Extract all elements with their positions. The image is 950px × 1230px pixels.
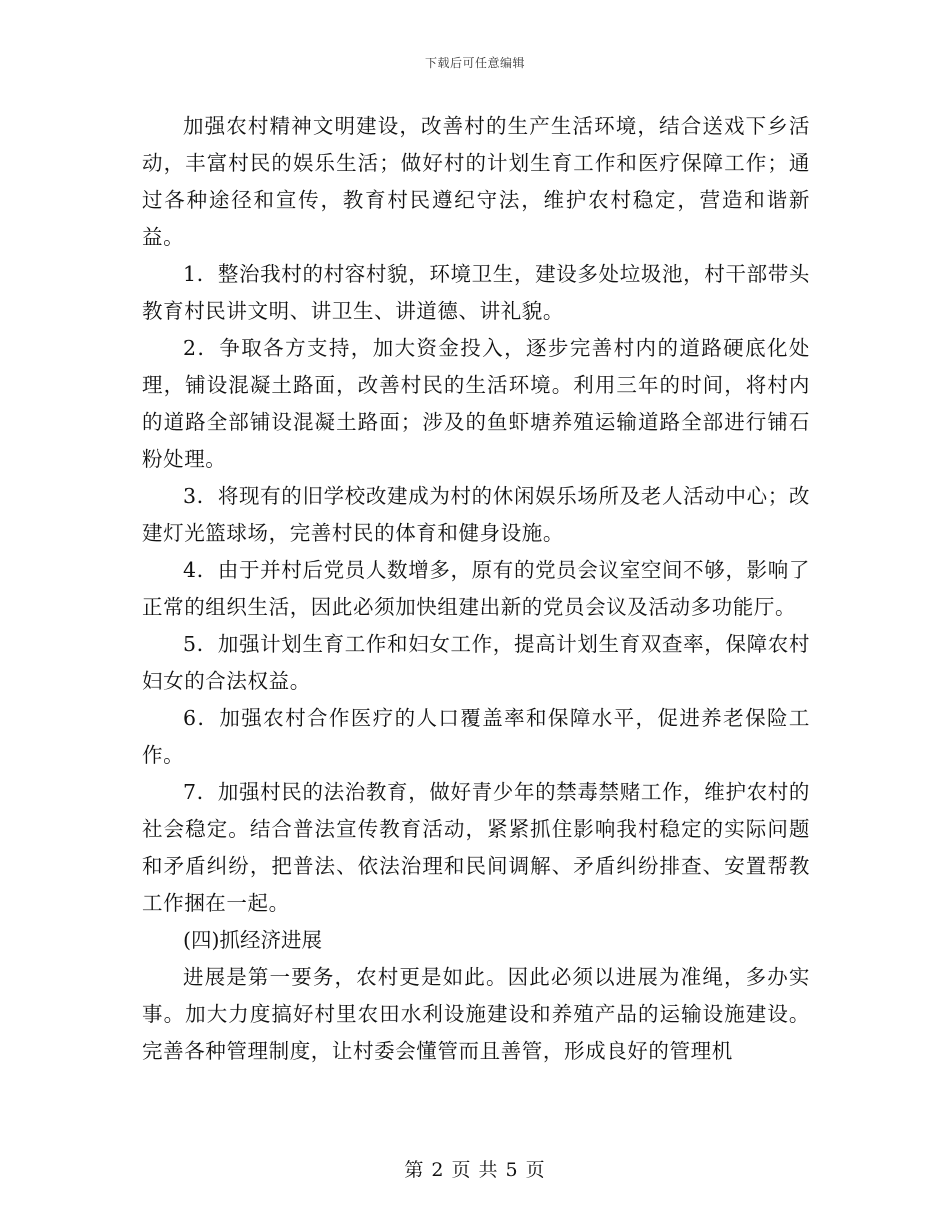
paragraph-item-5: 5．加强计划生育工作和妇女工作，提高计划生育双查率，保障农村妇女的合法权益。 <box>142 632 810 693</box>
header-note: 下载后可任意编辑 <box>424 56 525 70</box>
section-heading: (四)抓经济进展 <box>183 928 322 952</box>
document-body <box>142 108 810 1070</box>
paragraph-item-2: 2．争取各方支持，加大资金投入，逐步完善村内的道路硬底化处理，铺设混凝土路面，改善村民的生活环境。利用三年的时间，将村内的道路全部铺设混凝土路面；涉及的鱼虾塘养殖运输道路全部进行铺石粉处理。 <box>142 336 810 471</box>
paragraph-item-3: 3．将现有的旧学校改建成为村的休闲娱乐场所及老人活动中心；改建灯光篮球场，完善村民的体育和健身设施。 <box>142 484 810 545</box>
paragraph-item-1: 1．整治我村的村容村貌，环境卫生，建设多处垃圾池，村干部带头教育村民讲文明、讲卫生、讲道德、讲礼貌。 <box>142 262 810 323</box>
paragraph-intro: 加强农村精神文明建设，改善村的生产生活环境，结合送戏下乡活动，丰富村民的娱乐生活；做好村的计划生育工作和医疗保障工作；通过各种途径和宣传，教育村民遵纪守法，维护农村稳定，营造和谐新益。 <box>142 114 810 249</box>
paragraph-item-4: 4．由于并村后党员人数增多，原有的党员会议室空间不够，影响了正常的组织生活，因此必须加快组建出新的党员会议及活动多功能厅。 <box>142 558 810 619</box>
paragraph-closing: 进展是第一要务，农村更是如此。因此必须以进展为准绳，多办实事。加大力度搞好村里农田水利设施建设和养殖产品的运输设施建设。完善各种管理制度，让村委会懂管而且善管，形成良好的管理机 <box>142 965 810 1063</box>
paragraph-item-7: 7．加强村民的法治教育，做好青少年的禁毒禁赌工作，维护农村的社会稳定。结合普法宣传教育活动，紧紧抓住影响我村稳定的实际问题和矛盾纠纷，把普法、依法治理和民间调解、矛盾纠纷排查、安置帮教工作捆在一起。 <box>142 780 810 915</box>
page-number: 第 2 页 共 5 页 <box>404 1159 546 1181</box>
paragraph-item-6: 6．加强农村合作医疗的人口覆盖率和保障水平，促进养老保险工作。 <box>142 706 810 767</box>
